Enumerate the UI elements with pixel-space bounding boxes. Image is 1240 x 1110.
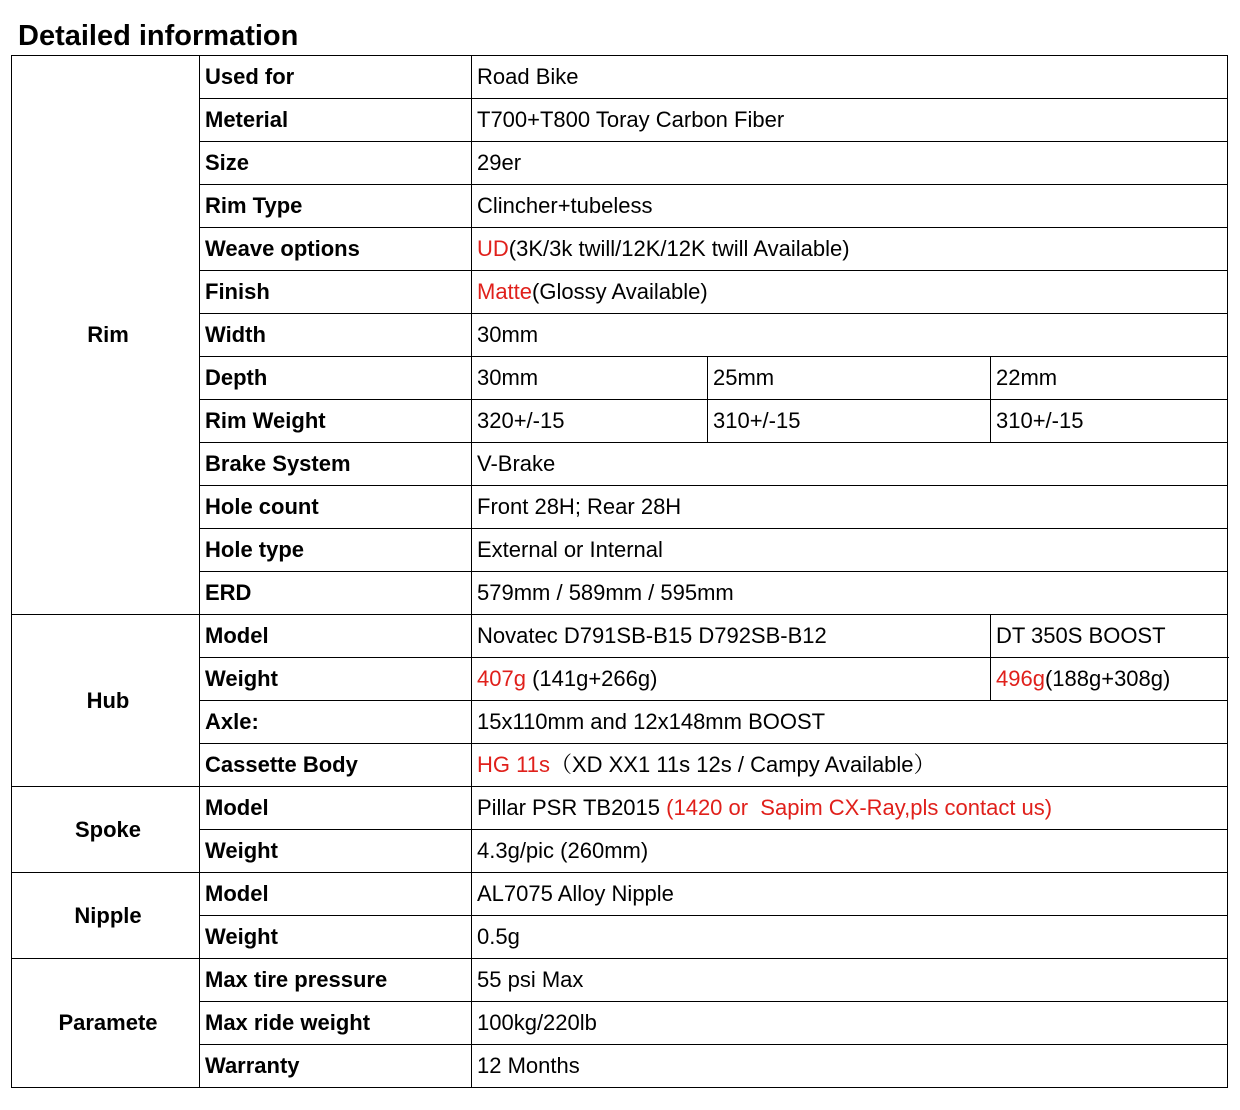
row-value-brake: V-Brake [472,443,1228,486]
row-label-ride-weight: Max ride weight [200,1002,472,1045]
depth-value-2: 25mm [708,357,991,400]
table-row [12,787,1228,830]
spoke-model-highlight: (1420 or Sapim CX-Ray,pls contact us) [666,795,1053,820]
row-value-cassette [472,744,1228,787]
finish-rest: (Glossy Available) [532,279,708,304]
row-label-finish: Finish [200,271,472,314]
row-value-ride-weight: 100kg/220lb [472,1002,1228,1045]
group-label-rim: Rim [12,56,200,615]
row-value-erd: 579mm / 589mm / 595mm [472,572,1228,615]
row-value-used-for: Road Bike [472,56,1228,99]
group-label-parameter: Paramete [12,959,200,1088]
row-value-hole-type: External or Internal [472,529,1228,572]
page-title: Detailed information [18,20,299,52]
row-value-nipple-weight: 0.5g [472,916,1228,959]
table-row [12,873,1228,916]
row-label-hub-model: Model [200,615,472,658]
row-label-pressure: Max tire pressure [200,959,472,1002]
hub-weight-1-rest: (141g+266g) [525,666,658,691]
row-label-nipple-weight: Weight [200,916,472,959]
row-label-material: Meterial [200,99,472,142]
row-label-axle: Axle: [200,701,472,744]
row-label-warranty: Warranty [200,1045,472,1088]
finish-highlight: Matte [477,279,533,304]
row-label-nipple-model: Model [200,873,472,916]
hub-weight-value-1 [472,658,991,701]
rim-weight-value-1: 320+/-15 [472,400,708,443]
row-label-spoke-weight: Weight [200,830,472,873]
group-label-nipple: Nipple [12,873,200,959]
row-value-material: T700+T800 Toray Carbon Fiber [472,99,1228,142]
row-value-nipple-model: AL7075 Alloy Nipple [472,873,1228,916]
row-label-hub-weight: Weight [200,658,472,701]
weave-rest: (3K/3k twill/12K/12K twill Available) [508,236,850,261]
weave-highlight: UD [477,236,509,261]
row-label-size: Size [200,142,472,185]
row-value-finish [472,271,1228,314]
spec-table [11,55,1228,1088]
group-label-hub: Hub [12,615,200,787]
cassette-rest: （XD XX1 11s 12s / Campy Available） [549,752,936,777]
group-label-spoke: Spoke [12,787,200,873]
row-value-spoke-model [472,787,1228,830]
row-label-depth: Depth [200,357,472,400]
row-value-width: 30mm [472,314,1228,357]
row-label-hole-count: Hole count [200,486,472,529]
row-value-hole-count: Front 28H; Rear 28H [472,486,1228,529]
hub-weight-2-rest: (188g+308g) [1044,666,1171,691]
row-label-weave: Weave options [200,228,472,271]
row-value-rim-type: Clincher+tubeless [472,185,1228,228]
hub-weight-1-highlight: 407g [477,666,526,691]
row-value-axle: 15x110mm and 12x148mm BOOST [472,701,1228,744]
depth-value-1: 30mm [472,357,708,400]
row-value-weave [472,228,1228,271]
row-label-used-for: Used for [200,56,472,99]
row-label-rim-weight: Rim Weight [200,400,472,443]
spoke-model-text: Pillar PSR TB2015 [477,795,667,820]
hub-weight-2-highlight: 496g [996,666,1045,691]
rim-weight-value-2: 310+/-15 [708,400,991,443]
row-value-warranty: 12 Months [472,1045,1228,1088]
hub-weight-value-2 [991,658,1228,701]
table-row [12,615,1228,658]
hub-model-value-2: DT 350S BOOST [991,615,1228,658]
depth-value-3: 22mm [991,357,1228,400]
rim-weight-value-3: 310+/-15 [991,400,1228,443]
row-label-rim-type: Rim Type [200,185,472,228]
table-row [12,56,1228,99]
row-label-hole-type: Hole type [200,529,472,572]
row-label-cassette: Cassette Body [200,744,472,787]
row-label-erd: ERD [200,572,472,615]
cassette-highlight: HG 11s [477,752,550,777]
row-label-width: Width [200,314,472,357]
row-label-spoke-model: Model [200,787,472,830]
table-row [12,959,1228,1002]
row-value-size: 29er [472,142,1228,185]
row-label-brake: Brake System [200,443,472,486]
row-value-pressure: 55 psi Max [472,959,1228,1002]
hub-model-value-1: Novatec D791SB-B15 D792SB-B12 [472,615,991,658]
row-value-spoke-weight: 4.3g/pic (260mm) [472,830,1228,873]
